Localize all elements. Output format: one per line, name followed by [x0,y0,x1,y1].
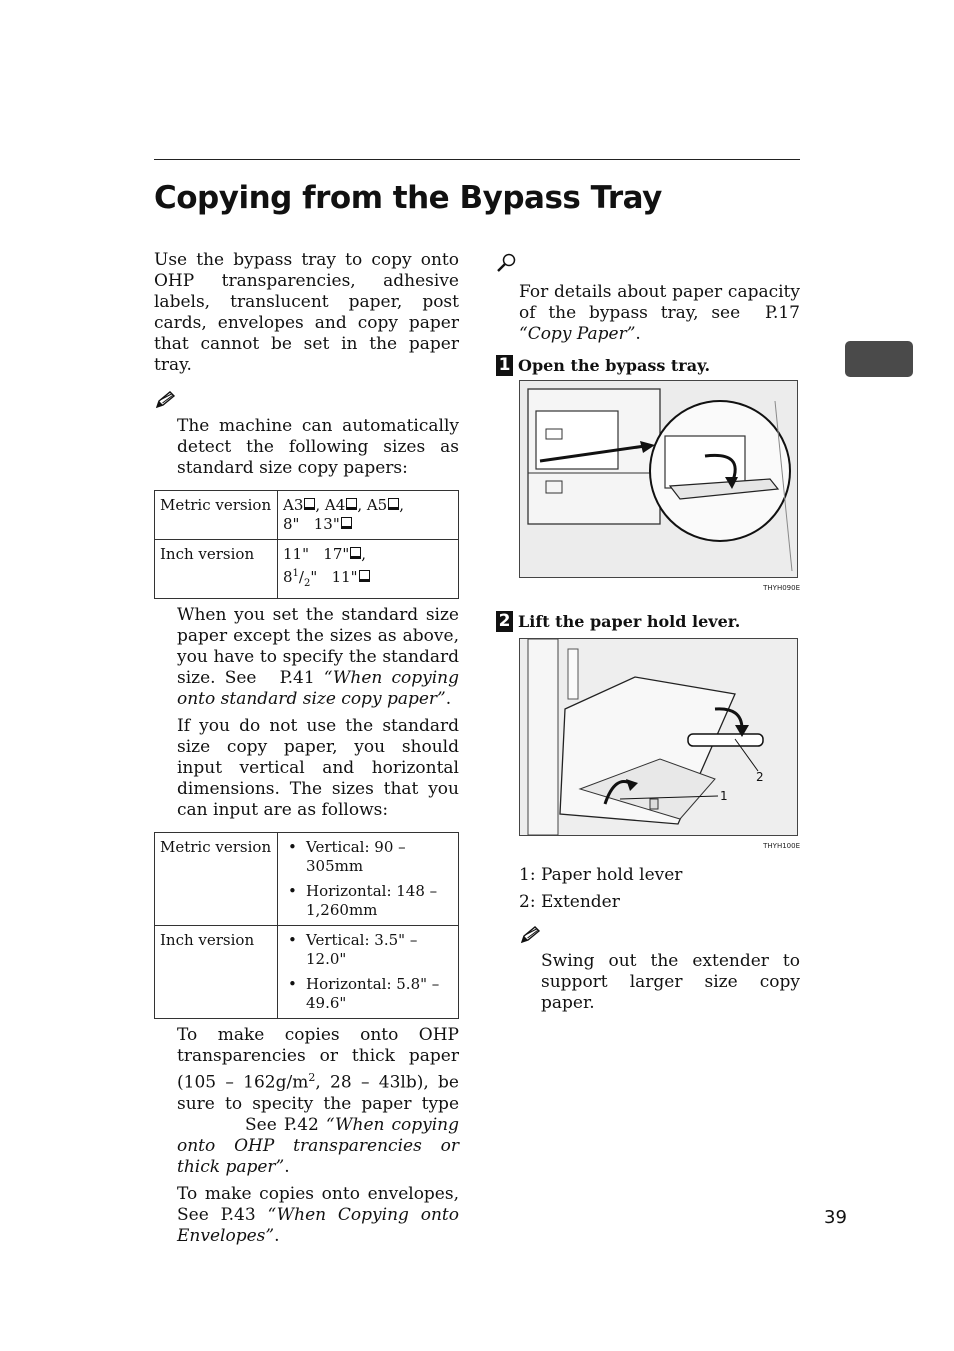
page-reference: P.41 [279,668,324,688]
section-reference: “When copying onto OHP transparencies or thick paper” [177,1114,460,1177]
reference-paragraph [519,282,800,345]
section-reference: “Copy Paper” [519,324,636,344]
note-text: To make copies onto envelopes, See P.43 [177,1183,459,1225]
section-reference: “When copying onto standard size copy paper” [177,668,459,709]
size-text: , A5 [357,496,388,514]
landscape-orientation-icon [346,498,357,510]
pencil-icon [154,390,176,410]
note-extender: Swing out the extender to support larger size copy paper. [541,951,800,1013]
fraction-slash: / [298,568,304,586]
callout-1: 1 [720,789,728,803]
note-ohp-thick-paper [177,1025,459,1178]
list-item: • Horizontal: 148 – 1,260mm [283,882,453,920]
table-cell [278,926,459,1019]
note-auto-detect: The machine can automatically detect the following sizes as standard size copy papers: [177,416,459,478]
size-text: A3 [283,496,304,514]
page-title: Copying from the Bypass Tray [154,180,662,216]
step-label: Lift the paper hold lever. [518,612,741,631]
page-reference: P.17 [764,303,800,323]
list-item: • Horizontal: 5.8" – 49.6" [283,975,453,1013]
table-row [155,491,459,540]
size-text: , [399,496,405,514]
size-text: 8 [283,568,293,586]
note-text: . [284,1156,290,1177]
intro-paragraph: Use the bypass tray to copy onto OHP transparencies, adhesive labels, translucent paper, post cards, envelopes and copy paper that cannot be set in the paper tray. [154,250,459,375]
note-text: When you set the standard size paper except the sizes as above, you have to specify the standard size. See [177,605,459,688]
landscape-orientation-icon [350,547,361,559]
callout-2: 2 [756,770,764,784]
landscape-orientation-icon [341,517,352,529]
page-reference: P.42 [283,1114,326,1135]
note-custom-size: If you do not use the standard size copy paper, you should input vertical and horizontal dimensions. The sizes that you can input are as follows: [177,716,459,820]
table-cell: Inch version [155,926,278,1019]
figure-code: THYH100E [763,842,800,850]
paper-hold-lever-illustration [519,638,798,836]
table-cell [278,540,459,599]
step-number: 1 [496,355,513,376]
note-text: , 28 – 43lb), be sure to specity the paper type [177,1072,459,1114]
size-text: " 11" [310,568,358,586]
legend-item: 2: Extender [519,892,620,912]
step-label: Open the bypass tray. [518,356,711,375]
pencil-icon [519,925,541,945]
table-cell [278,833,459,926]
table-cell: Inch version [155,540,278,599]
size-text: 8" 13" [283,515,340,533]
table-cell [278,491,459,540]
left-column [154,250,459,1247]
note-text: See [245,1114,277,1135]
landscape-orientation-icon [388,498,399,510]
step-2 [496,611,800,632]
list-item: • Vertical: 3.5" – 12.0" [283,931,453,969]
note-text: . [445,689,452,709]
table-row [155,540,459,599]
landscape-orientation-icon [304,498,315,510]
standard-size-table [154,490,459,599]
size-text: , A4 [315,496,346,514]
table-row [155,926,459,1019]
header-rule [154,159,800,160]
custom-dimension-table [154,832,459,1019]
table-cell: Metric version [155,491,278,540]
section-reference: “When Copying onto Envelopes” [177,1204,460,1246]
figure-code: THYH090E [763,584,800,592]
chapter-tab-marker [845,341,913,377]
size-text: , [361,545,367,563]
note-text: To make copies onto OHP transparencies or thick paper (105 – 162g/m [177,1025,459,1093]
list-item: • Vertical: 90 – 305mm [283,838,453,876]
note-text: For details about paper capacity of the bypass tray, see [519,282,800,323]
landscape-orientation-icon [359,570,370,582]
superscript: 2 [308,1071,316,1084]
legend-item: 1: Paper hold lever [519,865,683,885]
step-1 [496,355,800,376]
size-text: 11" 17" [283,545,350,563]
step-number: 2 [496,611,513,632]
table-cell: Metric version [155,833,278,926]
fraction-denominator: 2 [303,578,311,589]
open-bypass-tray-illustration [519,380,798,578]
note-envelopes [177,1184,459,1247]
note-text: . [635,324,641,344]
note-standard-size [177,605,459,710]
fraction-numerator: 1 [292,568,299,579]
page-number: 39 [824,1207,847,1228]
table-row [155,833,459,926]
magnifier-icon [496,252,518,272]
right-column [496,252,800,1014]
note-text: . [274,1225,280,1246]
